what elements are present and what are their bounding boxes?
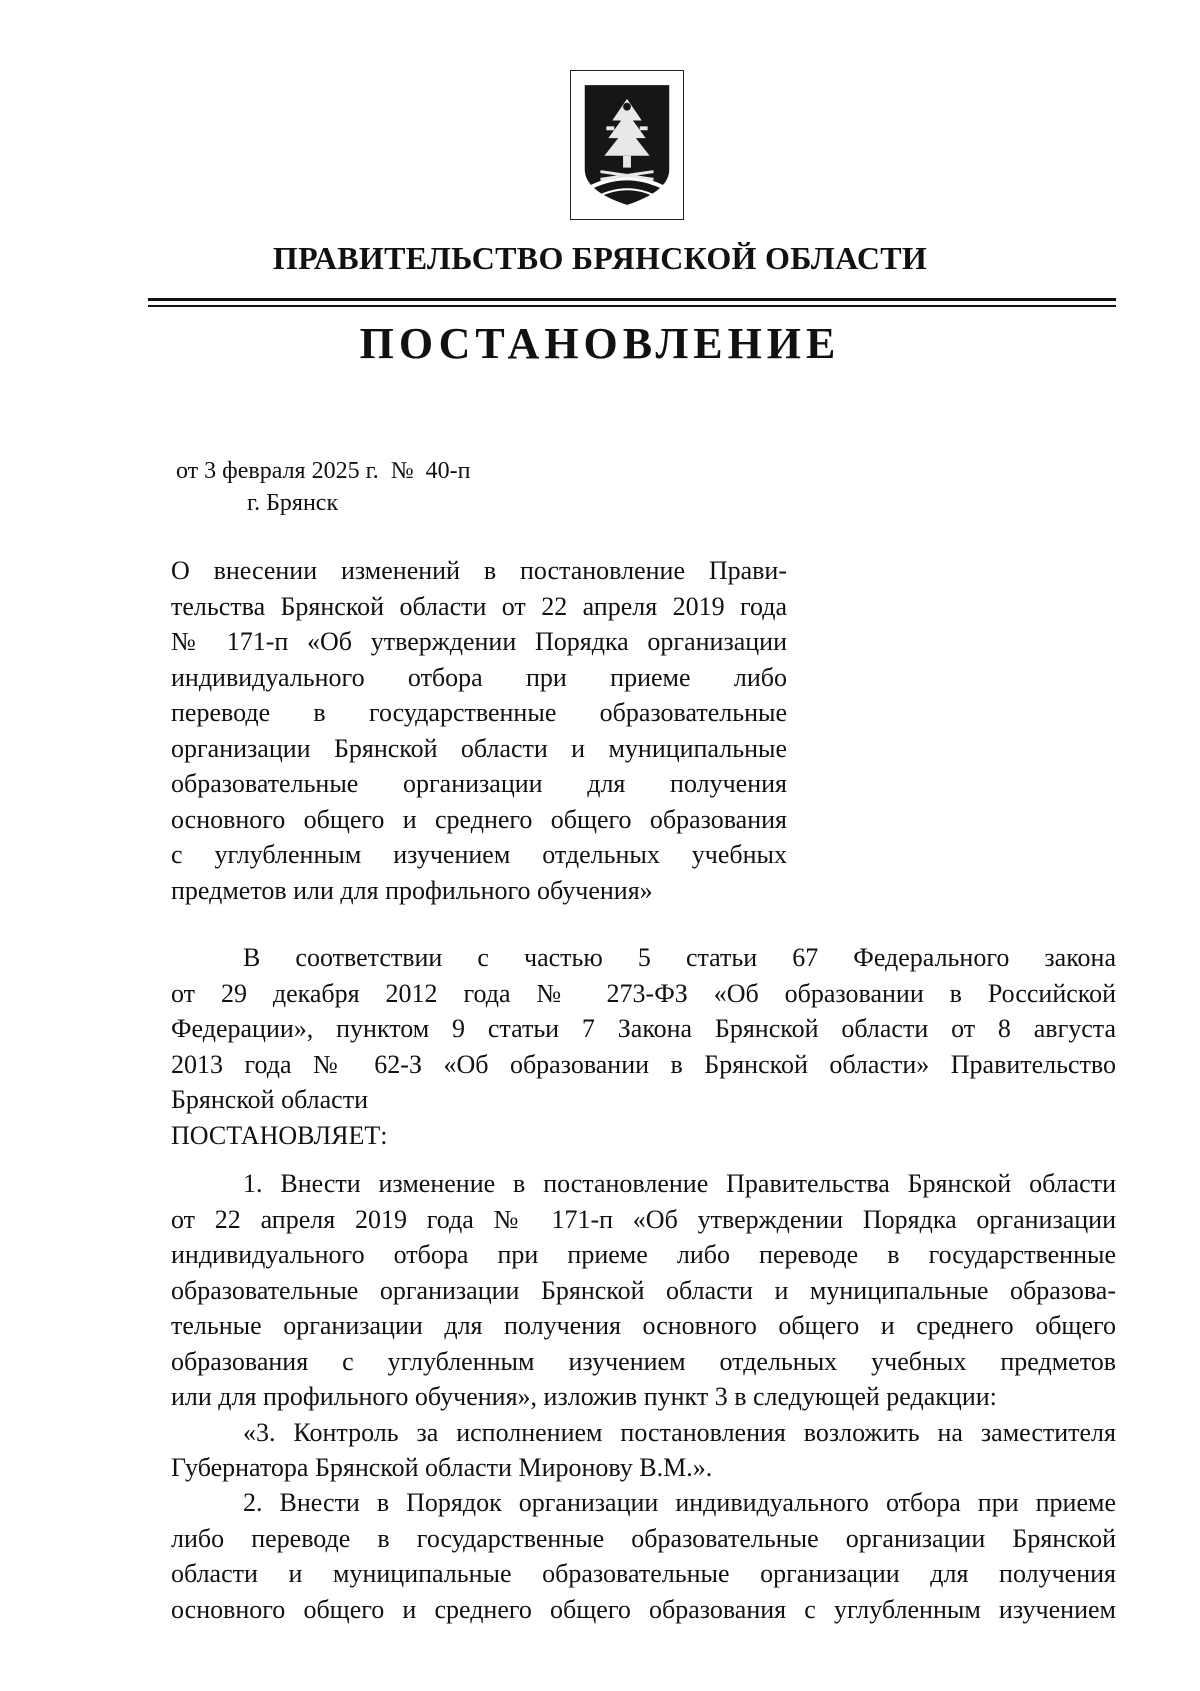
- subject-line: основного общего и среднего общего образования: [171, 804, 787, 834]
- preamble-line: В соответствии с частью 5 статьи 67 Федерального закона: [243, 943, 1116, 972]
- subject-line: переводе в государственные образовательные: [171, 698, 787, 727]
- coat-of-arms-icon: [571, 71, 683, 219]
- preamble-line: Федерации», пунктом 9 статьи 7 Закона Брянской области от 8 августа: [171, 1014, 1116, 1043]
- subject-line: О внесении изменений в постановление Прави-: [171, 556, 787, 585]
- item-1-line: тельные организации для получения основного общего и среднего общего: [171, 1311, 1116, 1340]
- document-city: г. Брянск: [247, 490, 339, 516]
- subject-line: организации Брянской области и муниципальные: [171, 733, 787, 763]
- subject-line: образовательные организации для получения: [171, 769, 787, 798]
- item-2-line: основного общего и среднего общего образования с углубленным изучением: [171, 1594, 1116, 1624]
- preamble-paragraph: [171, 940, 1116, 1153]
- document-type-title: ПОСТАНОВЛЕНИЕ: [359, 319, 841, 368]
- item-1-line: образовательные организации Брянской области и муниципальные образова-: [171, 1275, 1116, 1305]
- document-subject: [171, 553, 787, 908]
- item-1-quote-line: «3. Контроль за исполнением постановления возложить на заместителя: [243, 1417, 1116, 1447]
- item-1-line: образования с углубленным изучением отдельных учебных предметов: [171, 1346, 1116, 1376]
- item-1-quote-line: Губернатора Брянской области Миронову В.М.».: [171, 1453, 713, 1482]
- document-date-number: от 3 февраля 2025 г. № 40-п: [176, 458, 471, 484]
- header-rule-thick: [148, 298, 1116, 301]
- organization-title: ПРАВИТЕЛЬСТВО БРЯНСКОЙ ОБЛАСТИ: [272, 240, 928, 276]
- item-1-line: или для профильного обучения», изложив пункт 3 в следующей редакции:: [171, 1382, 997, 1411]
- coat-of-arms-emblem: [570, 70, 684, 220]
- item-2-line: области и муниципальные образовательные организации для получения: [171, 1559, 1116, 1588]
- item-1-line: от 22 апреля 2019 года № 171-п «Об утверждении Порядка организации: [171, 1204, 1116, 1234]
- subject-line: с углубленным изучением отдельных учебных: [171, 840, 787, 869]
- item-2-line: 2. Внести в Порядок организации индивидуального отбора при приеме: [243, 1488, 1116, 1517]
- subject-line: индивидуального отбора при приеме либо: [171, 662, 787, 692]
- preamble-line: 2013 года № 62-З «Об образовании в Брянской области» Правительство: [171, 1049, 1116, 1079]
- header-rule-thin: [148, 305, 1116, 307]
- preamble-line: Брянской области: [171, 1085, 368, 1114]
- subject-line: № 171-п «Об утверждении Порядка организации: [171, 627, 787, 656]
- item-1-paragraph: [171, 1166, 1116, 1486]
- item-2-paragraph: [171, 1485, 1116, 1627]
- subject-line: тельства Брянской области от 22 апреля 2019 года: [171, 591, 787, 621]
- item-2-line: либо переводе в государственные образовательные организации Брянской: [171, 1523, 1116, 1553]
- resolves-heading: ПОСТАНОВЛЯЕТ:: [171, 1120, 388, 1150]
- item-1-line: индивидуального отбора при приеме либо переводе в государственные: [171, 1240, 1116, 1269]
- preamble-line: от 29 декабря 2012 года № 273-ФЗ «Об образовании в Российской: [171, 978, 1116, 1008]
- item-1-line: 1. Внести изменение в постановление Правительства Брянской области: [243, 1169, 1116, 1198]
- subject-line: предметов или для профильного обучения»: [171, 875, 653, 905]
